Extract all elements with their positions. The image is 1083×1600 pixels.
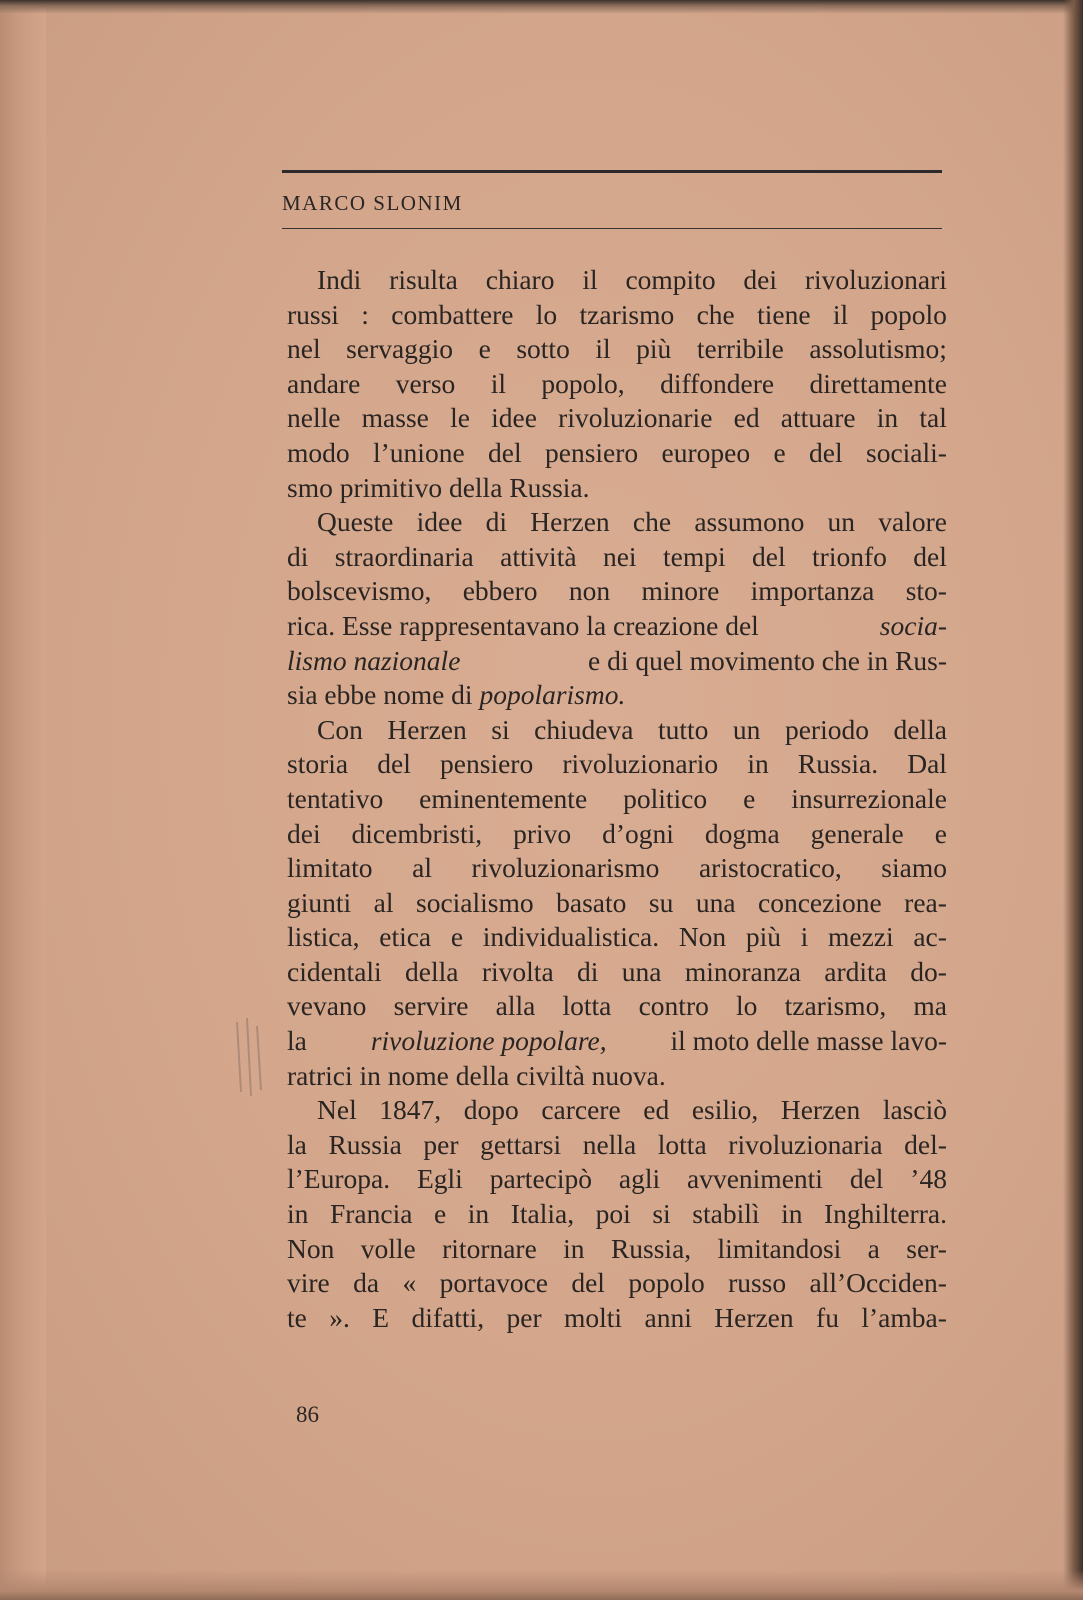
word: Non — [678, 921, 727, 953]
word: tzarismo, — [784, 990, 887, 1022]
text-line — [287, 401, 947, 436]
word: l’amba- — [861, 1301, 947, 1333]
text-fragment: la — [287, 1025, 314, 1057]
text-line-mixed — [287, 1024, 947, 1059]
word: e — [773, 436, 786, 468]
word: alla — [495, 990, 536, 1022]
word: e — [478, 333, 491, 365]
word: una — [621, 955, 662, 987]
word: rea- — [904, 886, 947, 918]
word: ». — [329, 1301, 350, 1333]
word: d’ogni — [602, 817, 674, 849]
word: concezione — [758, 886, 882, 918]
word: il — [582, 264, 598, 295]
word: terribile — [696, 333, 784, 365]
word: e — [433, 1198, 447, 1230]
text-line — [287, 332, 947, 367]
word: portavoce — [439, 1267, 548, 1299]
text-line — [287, 851, 947, 886]
text-line — [287, 436, 947, 471]
word: tzarismo — [579, 298, 675, 330]
word: listica, — [287, 921, 360, 953]
word: socialismo — [416, 886, 534, 918]
word: diffondere — [660, 367, 775, 399]
word: E — [372, 1301, 390, 1333]
word: del — [752, 540, 786, 572]
pencil-marginal-mark — [233, 1012, 269, 1102]
page-top-edge — [0, 0, 1083, 14]
word: masse — [361, 402, 429, 434]
word: e — [743, 782, 756, 814]
word: che — [632, 506, 672, 538]
body-text — [287, 263, 947, 1335]
word: volle — [360, 1232, 416, 1264]
word: molti — [564, 1301, 623, 1333]
word: chiudeva — [534, 713, 634, 745]
word: tentativo — [287, 782, 384, 814]
word: e — [934, 817, 947, 849]
word: della — [405, 955, 459, 987]
word: assolutismo; — [809, 333, 947, 365]
word: russi — [287, 298, 339, 330]
word: si — [491, 713, 510, 745]
page-bottom-edge — [0, 1570, 1083, 1600]
text-line: ratrici in nome della civiltà nuova. — [287, 1059, 666, 1091]
word: lo — [736, 990, 758, 1022]
word: aristocratico, — [698, 852, 842, 884]
word: difatti, — [411, 1301, 485, 1333]
word: dei — [287, 817, 321, 849]
word: nei — [602, 540, 637, 572]
word: nel — [287, 333, 321, 365]
word: del — [571, 1267, 605, 1299]
word: del — [488, 436, 522, 468]
word: tiene — [757, 298, 811, 330]
text-line — [287, 1232, 947, 1267]
text-line-mixed — [287, 678, 947, 713]
word: carcere — [541, 1094, 621, 1126]
text-line — [287, 298, 947, 333]
word: in — [876, 402, 899, 434]
word: contro — [638, 990, 709, 1022]
word: pensiero — [440, 748, 534, 780]
word: poi — [595, 1198, 631, 1230]
word: ser- — [906, 1232, 947, 1264]
word: ritornare — [442, 1232, 537, 1264]
word: al — [412, 852, 432, 884]
word: : — [361, 298, 369, 330]
word: lasciò — [882, 1094, 947, 1126]
word: mezzi — [827, 921, 894, 953]
word: Non — [287, 1232, 335, 1264]
word: in — [563, 1232, 585, 1264]
word: nelle — [287, 402, 341, 434]
word: bolscevismo, — [287, 575, 432, 607]
word: limitato — [287, 852, 373, 884]
word: la — [287, 1128, 307, 1160]
word: fu — [816, 1301, 839, 1333]
word: il — [490, 367, 506, 399]
text-line-mixed — [287, 644, 947, 679]
word: che — [696, 298, 735, 330]
word: idee — [491, 402, 537, 434]
word: lo — [535, 298, 558, 330]
text-line — [287, 955, 947, 990]
page-right-edge — [1063, 0, 1083, 1600]
word: in — [467, 1198, 490, 1230]
text-fragment: rica. Esse rappresentavano la creazione del — [287, 609, 766, 641]
word: assumono — [694, 506, 805, 538]
word: tutto — [657, 713, 709, 745]
page-number: 86 — [296, 1402, 319, 1427]
word: del- — [904, 1128, 947, 1160]
word: servire — [393, 990, 469, 1022]
word: risulta — [389, 264, 458, 295]
word: limitandosi — [717, 1232, 842, 1264]
text-fragment: il moto delle masse lavo- — [663, 1025, 947, 1057]
text-line — [287, 1301, 947, 1336]
word: generale — [810, 817, 904, 849]
word: popolo, — [541, 367, 625, 399]
word: ardita — [824, 955, 887, 987]
text-line — [287, 747, 947, 782]
italic-fragment: rivoluzione popolare, — [370, 1025, 607, 1057]
word: Herzen — [780, 1094, 861, 1126]
italic-fragment: socia- — [879, 609, 947, 641]
page-left-edge — [0, 0, 46, 1600]
word: più — [636, 333, 672, 365]
word: do- — [910, 955, 947, 987]
word: lotta — [562, 990, 612, 1022]
text-line — [287, 1093, 947, 1128]
word: insurrezionale — [791, 782, 947, 814]
word: anni — [644, 1301, 692, 1333]
word: ed — [643, 1094, 670, 1126]
word: minore — [641, 575, 720, 607]
text-line — [287, 713, 947, 748]
word: dei — [743, 264, 778, 295]
word: te — [287, 1301, 307, 1333]
word: sociali- — [866, 436, 947, 468]
word: Russia. — [797, 748, 879, 780]
word: Herzen — [530, 506, 610, 538]
text-line — [287, 817, 947, 852]
word: più — [745, 921, 781, 953]
word: Herzen — [714, 1301, 794, 1333]
word: il — [595, 333, 611, 365]
word: del — [377, 748, 411, 780]
text-fragment: sia ebbe nome di — [287, 679, 480, 711]
word: del — [913, 540, 947, 572]
text-line — [287, 505, 947, 540]
word: Inghilterra. — [824, 1198, 947, 1230]
word: per — [423, 1128, 459, 1160]
italic-fragment: popolarismo. — [479, 679, 626, 711]
word: sotto — [516, 333, 570, 365]
word: Dal — [907, 748, 947, 780]
word: Francia — [329, 1198, 413, 1230]
word: rivoluzionarismo — [471, 852, 660, 884]
text-line — [287, 782, 947, 817]
word: chiaro — [485, 264, 555, 295]
word: combattere — [391, 298, 514, 330]
word: dicembristi, — [351, 817, 483, 849]
text-fragment: e di quel movimento che in Rus- — [581, 644, 947, 676]
text-line — [287, 1128, 947, 1163]
word: ed — [733, 402, 760, 434]
header-rule — [282, 170, 942, 173]
word: una — [695, 886, 736, 918]
word: Russia, — [610, 1232, 692, 1264]
word: per — [506, 1301, 542, 1333]
word: da — [353, 1267, 380, 1299]
text-line — [287, 989, 947, 1024]
text-line — [287, 574, 947, 609]
word: partecipò — [489, 1163, 592, 1195]
word: gettarsi — [480, 1128, 562, 1160]
word: l’Europa. — [287, 1163, 391, 1195]
word: vevano — [287, 990, 367, 1022]
word: tempi — [662, 540, 726, 572]
word: valore — [878, 506, 947, 538]
word: nella — [582, 1128, 637, 1160]
word: « — [402, 1267, 417, 1299]
word: Indi — [317, 264, 362, 295]
word: straordinaria — [334, 540, 474, 572]
text-line — [287, 1197, 947, 1232]
word: pensiero — [544, 436, 639, 468]
word: avvenimenti — [687, 1163, 823, 1195]
word: dopo — [463, 1094, 519, 1126]
word: attività — [500, 540, 577, 572]
word: idee — [416, 506, 463, 538]
word: minoranza — [684, 955, 801, 987]
text-line — [287, 367, 947, 402]
word: cidentali — [287, 955, 382, 987]
word: ebbero — [462, 575, 538, 607]
word: eminentemente — [419, 782, 588, 814]
text-line — [287, 263, 947, 298]
word: direttamente — [809, 367, 947, 399]
word: di — [577, 955, 599, 987]
running-title: MARCO SLONIM — [282, 191, 463, 215]
text-line-mixed — [287, 609, 947, 644]
word: Queste — [317, 506, 394, 538]
text-line — [287, 1266, 947, 1301]
word: storia — [287, 748, 349, 780]
word: servaggio — [346, 333, 454, 365]
word: l’unione — [373, 436, 465, 468]
word: 1847, — [379, 1094, 442, 1126]
word: del — [809, 436, 843, 468]
text-line — [287, 920, 947, 955]
word: basato — [556, 886, 627, 918]
word: popolo — [870, 298, 947, 330]
word: un — [827, 506, 856, 538]
word: si — [652, 1198, 671, 1230]
text-line — [287, 1162, 947, 1197]
word: popolo — [628, 1267, 705, 1299]
text-line: smo primitivo della Russia. — [287, 471, 590, 503]
word: europeo — [661, 436, 751, 468]
word: andare — [287, 367, 361, 399]
header-underline-rule — [282, 228, 942, 229]
word: Con — [317, 713, 363, 745]
word: non — [568, 575, 611, 607]
word: rivoluzionari — [804, 264, 947, 295]
word: ac- — [913, 921, 947, 953]
word: Russia — [328, 1128, 402, 1160]
word: siamo — [881, 852, 947, 884]
word: un — [732, 713, 761, 745]
word: il — [832, 298, 849, 330]
word: di — [287, 540, 309, 572]
word: compito — [625, 264, 716, 295]
word: rivoluzionaria — [728, 1128, 883, 1160]
word: giunti — [287, 886, 352, 918]
word: al — [373, 886, 394, 918]
word: verso — [395, 367, 456, 399]
word: privo — [513, 817, 572, 849]
word: sto- — [905, 575, 947, 607]
word: tal — [919, 402, 947, 434]
word: politico — [623, 782, 708, 814]
word: Italia, — [510, 1198, 575, 1230]
word: di — [485, 506, 508, 538]
word: rivolta — [481, 955, 554, 987]
word: rivoluzionarie — [558, 402, 713, 434]
word: all’Occiden- — [809, 1267, 947, 1299]
word: rivoluzionario — [562, 748, 719, 780]
word: Nel — [317, 1094, 357, 1126]
word: su — [648, 886, 674, 918]
word: dogma — [704, 817, 780, 849]
word: esilio, — [691, 1094, 759, 1126]
word: importanza — [750, 575, 875, 607]
text-line — [287, 540, 947, 575]
word: vire — [287, 1267, 330, 1299]
word: della — [893, 713, 947, 745]
word: russo — [728, 1267, 787, 1299]
word: agli — [618, 1163, 661, 1195]
text-line — [287, 886, 947, 921]
word: a — [867, 1232, 880, 1264]
word: individualistica. — [482, 921, 660, 953]
word: in — [781, 1198, 803, 1230]
word: Egli — [416, 1163, 463, 1195]
word: e — [450, 921, 464, 953]
word: periodo — [784, 713, 869, 745]
word: lotta — [657, 1128, 707, 1160]
word: le — [450, 402, 470, 434]
word: stabilì — [692, 1198, 760, 1230]
word: ’48 — [910, 1163, 947, 1195]
word: in — [747, 748, 769, 780]
italic-fragment: lismo nazionale — [287, 644, 461, 676]
word: ma — [913, 990, 947, 1022]
word: trionfo — [812, 540, 887, 572]
word: etica — [379, 921, 432, 953]
word: Herzen — [387, 713, 467, 745]
word: i — [800, 921, 809, 953]
word: modo — [287, 436, 350, 468]
word: del — [849, 1163, 884, 1195]
word: in — [287, 1198, 309, 1230]
word: attuare — [780, 402, 856, 434]
